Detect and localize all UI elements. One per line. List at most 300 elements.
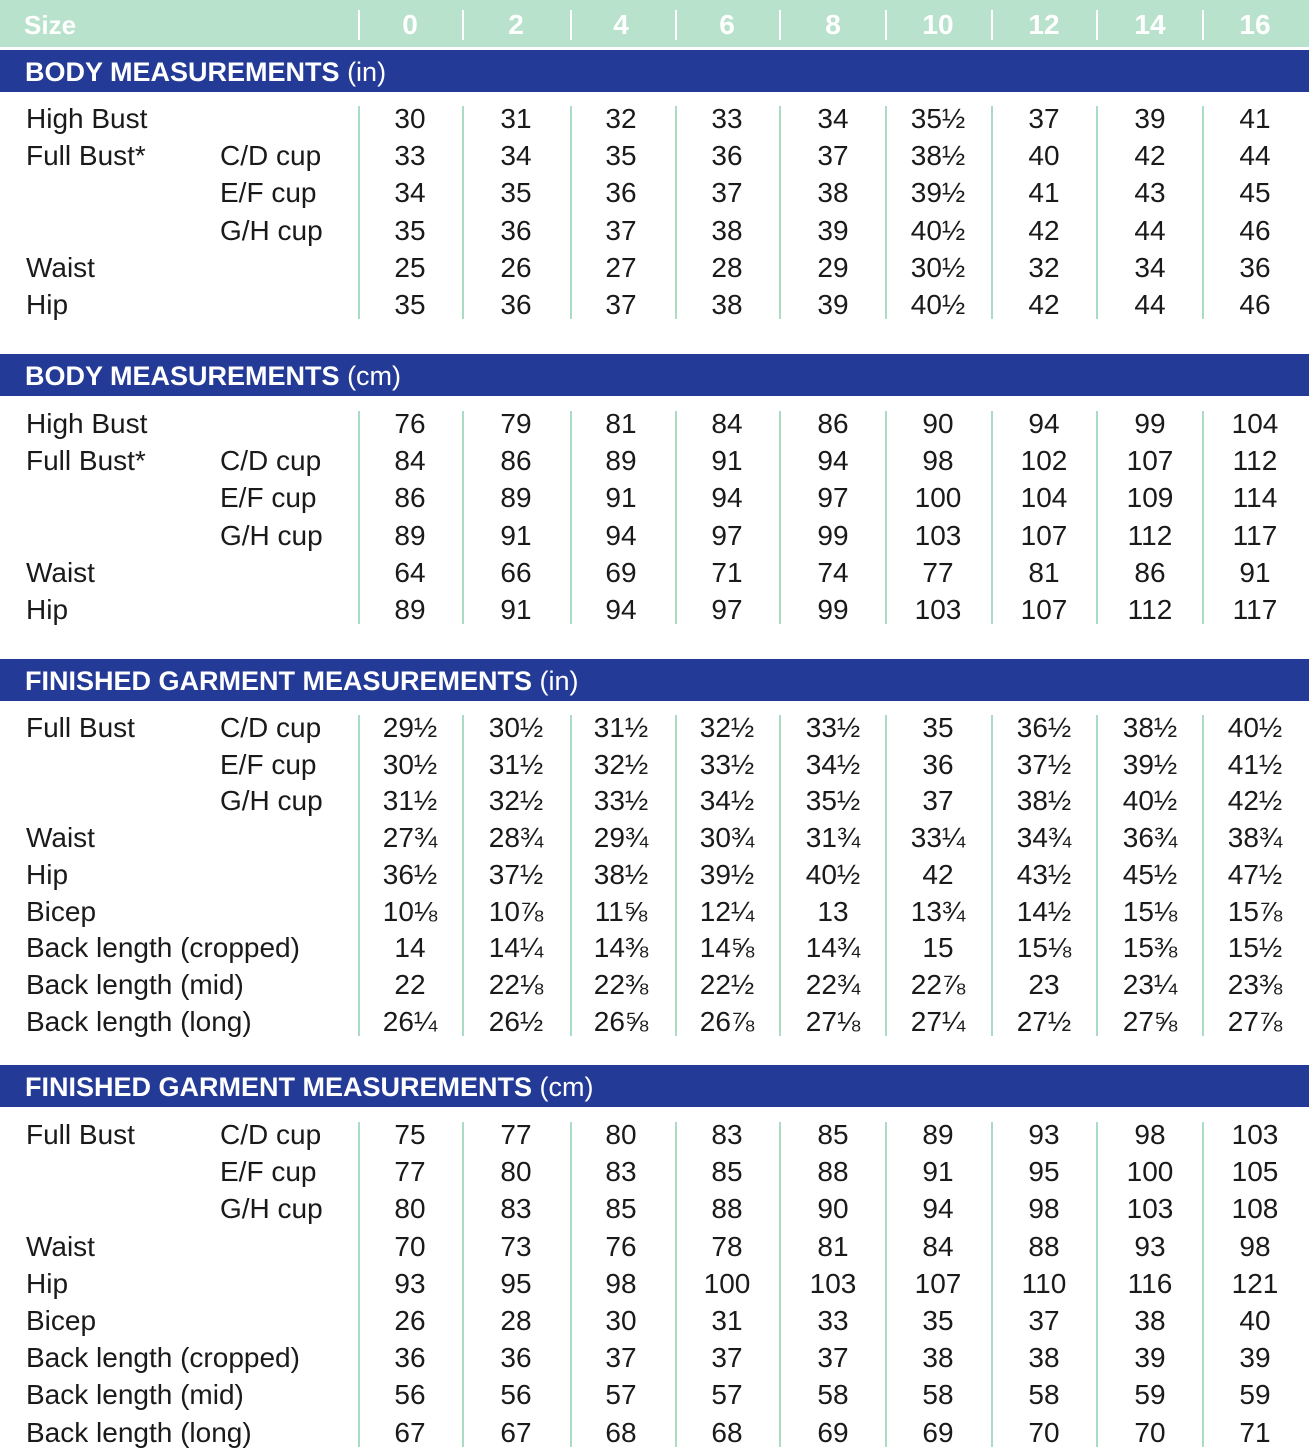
table-cell: 22½: [699, 968, 755, 1000]
table-cell: 107: [1126, 445, 1174, 477]
table-cell: 36: [605, 177, 637, 209]
table-cell: 79: [500, 408, 532, 439]
table-cell: 13: [817, 895, 849, 927]
row-label: Bicep: [26, 1305, 97, 1336]
row-label: High Bust: [26, 408, 148, 439]
table-cell: 91: [711, 445, 743, 477]
table-cell: 37: [605, 214, 637, 246]
table-cell: 69: [922, 1416, 954, 1448]
table-cell: 47½: [1227, 858, 1283, 890]
table-cell: 36½: [382, 858, 438, 890]
row-label: Back length (mid): [26, 968, 244, 1000]
table-cell: 14⅝: [699, 932, 755, 964]
table-cell: 42: [922, 858, 954, 890]
table-cell: 40½: [910, 214, 966, 246]
table-cell: 38: [1134, 1305, 1166, 1336]
table-cell: 34: [1134, 251, 1166, 283]
table-cell: 86: [817, 408, 849, 439]
table-cell: 37: [711, 1342, 743, 1374]
table-cell: 83: [711, 1119, 743, 1150]
section-unit: (cm): [539, 1072, 594, 1102]
table-cell: 26⅞: [699, 1005, 755, 1037]
table-cell: 30½: [382, 748, 438, 780]
table-row: [0, 249, 1309, 286]
table-cell: 30½: [910, 251, 966, 283]
table-cell: 103: [914, 594, 962, 625]
table-cell: 37: [605, 289, 637, 320]
table-cell: 91: [500, 519, 532, 551]
table-cell: 38½: [593, 858, 649, 890]
table-cell: 39: [1134, 1342, 1166, 1374]
section-header-band: [0, 659, 1309, 701]
table-cell: 42½: [1227, 785, 1283, 817]
table-cell: 37: [817, 140, 849, 172]
table-cell: 33½: [593, 785, 649, 817]
table-row: [0, 286, 1309, 323]
section-header-band: [0, 50, 1309, 92]
table-cell: 100: [1126, 1156, 1174, 1188]
size-column-header: 12: [1028, 9, 1060, 40]
table-cell: 94: [817, 445, 849, 477]
table-cell: 27: [605, 251, 637, 283]
table-cell: 42: [1134, 140, 1166, 172]
section-header-band: [0, 354, 1309, 396]
table-cell: 57: [605, 1379, 637, 1411]
table-cell: 95: [1028, 1156, 1060, 1188]
table-row: [0, 212, 1309, 249]
table-cell: 27½: [1016, 1005, 1072, 1037]
table-cell: 98: [1134, 1119, 1166, 1150]
table-cell: 93: [1134, 1230, 1166, 1262]
table-cell: 35½: [805, 785, 861, 817]
table-cell: 105: [1231, 1156, 1279, 1188]
row-cup-label: G/H cup: [220, 519, 323, 551]
table-cell: 22⅞: [910, 968, 966, 1000]
section-title-text: FINISHED GARMENT MEASUREMENTS: [25, 1072, 533, 1102]
table-cell: 31½: [382, 785, 438, 817]
table-cell: 38: [817, 177, 849, 209]
table-cell: 39: [1134, 103, 1166, 134]
table-cell: 38: [711, 289, 743, 320]
table-cell: 88: [817, 1156, 849, 1188]
table-cell: 89: [922, 1119, 954, 1150]
table-cell: 14¾: [805, 932, 861, 964]
table-cell: 81: [605, 408, 637, 439]
table-cell: 45: [1239, 177, 1271, 209]
size-column-header: 8: [825, 9, 841, 40]
table-cell: 28¾: [488, 822, 544, 854]
table-cell: 36: [922, 748, 954, 780]
table-row: [0, 709, 1309, 746]
table-cell: 66: [500, 556, 532, 588]
table-cell: 56: [500, 1379, 532, 1411]
table-cell: 68: [605, 1416, 637, 1448]
table-row: [0, 1190, 1309, 1227]
table-cell: 93: [394, 1267, 426, 1299]
table-cell: 30¾: [699, 822, 755, 854]
row-label: Back length (long): [26, 1005, 252, 1037]
table-cell: 93: [1028, 1119, 1060, 1150]
table-cell: 80: [605, 1119, 637, 1150]
table-cell: 37: [922, 785, 954, 817]
table-cell: 117: [1232, 594, 1278, 625]
table-cell: 46: [1239, 214, 1271, 246]
table-cell: 14: [394, 932, 426, 964]
table-cell: 58: [922, 1379, 954, 1411]
table-cell: 15⅛: [1122, 895, 1178, 927]
table-cell: 38½: [1122, 712, 1178, 743]
size-column-header: 16: [1239, 9, 1271, 40]
table-cell: 33: [711, 103, 743, 134]
table-row: [0, 1302, 1309, 1339]
table-row: [0, 517, 1309, 554]
table-cell: 107: [1020, 519, 1068, 551]
row-label: Back length (mid): [26, 1379, 244, 1411]
table-cell: 71: [1239, 1416, 1271, 1448]
row-label: High Bust: [26, 103, 148, 134]
table-cell: 41: [1028, 177, 1060, 209]
table-cell: 29½: [382, 712, 438, 743]
size-header-label: Size: [24, 10, 77, 40]
size-column-header: 10: [922, 9, 954, 40]
table-cell: 94: [605, 519, 637, 551]
table-cell: 27⅝: [1122, 1005, 1178, 1037]
table-cell: 91: [605, 482, 637, 514]
table-cell: 94: [605, 594, 637, 625]
table-cell: 33: [817, 1305, 849, 1336]
table-cell: 84: [922, 1230, 954, 1262]
table-cell: 32½: [699, 712, 755, 743]
table-cell: 102: [1020, 445, 1068, 477]
row-label: Back length (cropped): [26, 932, 300, 964]
table-cell: 26½: [488, 1005, 544, 1037]
table-cell: 80: [500, 1156, 532, 1188]
table-cell: 37: [605, 1342, 637, 1374]
table-cell: 36½: [1016, 712, 1072, 743]
table-cell: 23¼: [1122, 968, 1178, 1000]
row-cup-label: C/D cup: [220, 712, 322, 743]
table-cell: 84: [711, 408, 743, 439]
table-cell: 85: [711, 1156, 743, 1188]
table-cell: 121: [1231, 1267, 1279, 1299]
row-label: Full Bust: [26, 1119, 135, 1150]
table-cell: 83: [500, 1193, 532, 1225]
table-cell: 44: [1134, 289, 1166, 320]
row-label: Full Bust*: [26, 140, 146, 172]
table-cell: 86: [394, 482, 426, 514]
size-column-header: 2: [508, 9, 524, 40]
row-label: Back length (long): [26, 1416, 252, 1448]
table-cell: 35: [922, 1305, 954, 1336]
table-cell: 77: [500, 1119, 532, 1150]
table-cell: 33¼: [910, 822, 966, 854]
table-cell: 40: [1239, 1305, 1271, 1336]
row-cup-label: E/F cup: [220, 177, 317, 209]
table-cell: 69: [817, 1416, 849, 1448]
table-cell: 83: [605, 1156, 637, 1188]
table-cell: 45½: [1122, 858, 1178, 890]
table-cell: 97: [711, 594, 743, 625]
table-cell: 46: [1239, 289, 1271, 320]
table-cell: 26¼: [382, 1005, 438, 1037]
row-cup-label: G/H cup: [220, 1193, 323, 1225]
table-cell: 100: [914, 482, 962, 514]
header-separator: [675, 10, 677, 40]
table-cell: 91: [922, 1156, 954, 1188]
table-cell: 88: [1028, 1230, 1060, 1262]
table-cell: 110: [1021, 1267, 1067, 1299]
header-separator: [779, 10, 781, 40]
section-title: [25, 50, 386, 94]
table-cell: 99: [1134, 408, 1166, 439]
table-cell: 40½: [805, 858, 861, 890]
row-cup-label: E/F cup: [220, 482, 317, 514]
table-cell: 39½: [699, 858, 755, 890]
table-row: [0, 856, 1309, 893]
table-cell: 67: [394, 1416, 426, 1448]
section-title: [25, 354, 401, 398]
section-title-text: BODY MEASUREMENTS: [25, 57, 340, 87]
table-row: [0, 1376, 1309, 1413]
table-cell: 34: [394, 177, 426, 209]
table-cell: 73: [500, 1230, 532, 1262]
table-cell: 33½: [805, 712, 861, 743]
table-cell: 36: [500, 289, 532, 320]
table-cell: 33½: [699, 748, 755, 780]
table-cell: 70: [1134, 1416, 1166, 1448]
table-cell: 27⅞: [1227, 1005, 1283, 1037]
table-cell: 37½: [488, 858, 544, 890]
table-cell: 13¾: [910, 895, 966, 927]
table-cell: 32: [1028, 251, 1060, 283]
table-cell: 23: [1028, 968, 1060, 1000]
section-header-band: [0, 1065, 1309, 1107]
row-label: Hip: [26, 594, 69, 625]
table-cell: 31½: [488, 748, 544, 780]
table-cell: 67: [500, 1416, 532, 1448]
row-label: Hip: [26, 289, 69, 320]
table-cell: 12¼: [699, 895, 755, 927]
table-cell: 38: [1028, 1342, 1060, 1374]
table-cell: 39½: [1122, 748, 1178, 780]
table-cell: 91: [1239, 556, 1271, 588]
table-cell: 77: [394, 1156, 426, 1188]
table-cell: 36: [1239, 251, 1271, 283]
table-cell: 15½: [1227, 932, 1283, 964]
table-row: [0, 442, 1309, 479]
table-cell: 31: [711, 1305, 743, 1336]
table-cell: 69: [605, 556, 637, 588]
table-cell: 28: [711, 251, 743, 283]
table-cell: 30: [394, 103, 426, 134]
table-cell: 78: [711, 1230, 743, 1262]
table-cell: 32: [605, 103, 637, 134]
table-cell: 37: [1028, 1305, 1060, 1336]
section-title-text: FINISHED GARMENT MEASUREMENTS: [25, 666, 533, 696]
section-unit: (cm): [347, 361, 402, 391]
table-cell: 23⅜: [1227, 968, 1283, 1000]
table-cell: 84: [394, 445, 426, 477]
header-separator: [991, 10, 993, 40]
table-cell: 94: [1028, 408, 1060, 439]
table-cell: 34½: [805, 748, 861, 780]
table-cell: 41: [1239, 103, 1271, 134]
section-title: [25, 659, 579, 703]
row-cup-label: G/H cup: [220, 785, 323, 817]
table-cell: 35: [922, 712, 954, 743]
table-cell: 36¾: [1122, 822, 1178, 854]
size-column-header: 6: [719, 9, 735, 40]
table-cell: 37: [817, 1342, 849, 1374]
table-cell: 31: [500, 103, 532, 134]
table-cell: 103: [1231, 1119, 1279, 1150]
table-cell: 32½: [593, 748, 649, 780]
table-cell: 90: [922, 408, 954, 439]
table-cell: 42: [1028, 214, 1060, 246]
table-row: [0, 591, 1309, 628]
table-cell: 10⅞: [488, 895, 544, 927]
size-column-header: 14: [1134, 9, 1166, 40]
table-cell: 59: [1239, 1379, 1271, 1411]
table-cell: 35: [394, 289, 426, 320]
section-title: [25, 1065, 594, 1109]
table-row: [0, 554, 1309, 591]
table-row: [0, 479, 1309, 516]
table-cell: 112: [1127, 594, 1173, 625]
table-cell: 107: [914, 1267, 962, 1299]
table-cell: 70: [394, 1230, 426, 1262]
table-cell: 75: [394, 1119, 426, 1150]
table-cell: 22¾: [805, 968, 861, 1000]
table-cell: 15⅛: [1016, 932, 1072, 964]
table-cell: 114: [1232, 482, 1278, 514]
table-cell: 68: [711, 1416, 743, 1448]
header-separator: [885, 10, 887, 40]
table-cell: 98: [1028, 1193, 1060, 1225]
table-cell: 28: [500, 1305, 532, 1336]
table-cell: 89: [394, 519, 426, 551]
table-cell: 104: [1020, 482, 1068, 514]
table-row: [0, 100, 1309, 137]
table-cell: 89: [394, 594, 426, 625]
table-cell: 98: [922, 445, 954, 477]
table-cell: 38½: [910, 140, 966, 172]
table-cell: 36: [711, 140, 743, 172]
table-cell: 90: [817, 1193, 849, 1225]
table-cell: 14¼: [488, 932, 544, 964]
table-cell: 97: [817, 482, 849, 514]
row-label: Full Bust: [26, 712, 135, 743]
table-cell: 36: [500, 1342, 532, 1374]
table-cell: 43½: [1016, 858, 1072, 890]
table-cell: 85: [817, 1119, 849, 1150]
table-row: [0, 893, 1309, 930]
size-column-header: 4: [613, 9, 629, 40]
table-cell: 38¾: [1227, 822, 1283, 854]
table-cell: 36: [500, 214, 532, 246]
table-row: [0, 1265, 1309, 1302]
table-cell: 86: [500, 445, 532, 477]
row-cup-label: G/H cup: [220, 214, 323, 246]
table-cell: 22⅛: [488, 968, 544, 1000]
table-cell: 112: [1127, 519, 1173, 551]
table-cell: 35: [394, 214, 426, 246]
table-cell: 74: [817, 556, 849, 588]
table-cell: 34: [500, 140, 532, 172]
table-cell: 80: [394, 1193, 426, 1225]
table-cell: 58: [817, 1379, 849, 1411]
table-cell: 41½: [1227, 748, 1283, 780]
table-cell: 30: [605, 1305, 637, 1336]
table-row: [0, 1339, 1309, 1376]
table-cell: 39½: [910, 177, 966, 209]
row-label: Hip: [26, 858, 69, 890]
table-cell: 70: [1028, 1416, 1060, 1448]
table-cell: 39: [817, 289, 849, 320]
table-cell: 39: [1239, 1342, 1271, 1374]
section-unit: (in): [347, 57, 387, 87]
table-cell: 58: [1028, 1379, 1060, 1411]
header-separator: [462, 10, 464, 40]
table-cell: 71: [711, 556, 743, 588]
row-label: Waist: [26, 251, 95, 283]
table-cell: 36: [394, 1342, 426, 1374]
table-row: [0, 782, 1309, 819]
table-cell: 37: [711, 177, 743, 209]
table-cell: 64: [394, 556, 426, 588]
table-cell: 98: [1239, 1230, 1271, 1262]
table-row: [0, 746, 1309, 783]
table-cell: 104: [1231, 408, 1279, 439]
size-header-bar: [0, 0, 1309, 47]
table-cell: 26: [394, 1305, 426, 1336]
table-cell: 27¼: [910, 1005, 966, 1037]
table-cell: 117: [1232, 519, 1278, 551]
table-cell: 97: [711, 519, 743, 551]
table-cell: 10⅛: [382, 895, 438, 927]
table-cell: 38½: [1016, 785, 1072, 817]
table-cell: 81: [817, 1230, 849, 1262]
table-cell: 116: [1127, 1267, 1173, 1299]
table-cell: 30½: [488, 712, 544, 743]
table-cell: 40½: [910, 289, 966, 320]
table-cell: 15⅞: [1227, 895, 1283, 927]
table-cell: 40½: [1227, 712, 1283, 743]
row-label: Waist: [26, 1230, 95, 1262]
table-row: [0, 966, 1309, 1003]
table-cell: 40: [1028, 140, 1060, 172]
table-cell: 15⅜: [1122, 932, 1178, 964]
table-cell: 34: [817, 103, 849, 134]
table-cell: 37½: [1016, 748, 1072, 780]
header-separator: [1096, 10, 1098, 40]
table-cell: 94: [711, 482, 743, 514]
table-cell: 94: [922, 1193, 954, 1225]
table-row: [0, 174, 1309, 211]
table-cell: 56: [394, 1379, 426, 1411]
table-cell: 32½: [488, 785, 544, 817]
table-cell: 37: [1028, 103, 1060, 134]
table-cell: 14⅜: [593, 932, 649, 964]
table-cell: 27⅛: [805, 1005, 861, 1037]
table-row: [0, 405, 1309, 442]
table-cell: 39: [817, 214, 849, 246]
header-separator: [1202, 10, 1204, 40]
table-cell: 42: [1028, 289, 1060, 320]
table-cell: 103: [914, 519, 962, 551]
table-cell: 57: [711, 1379, 743, 1411]
table-row: [0, 1228, 1309, 1265]
